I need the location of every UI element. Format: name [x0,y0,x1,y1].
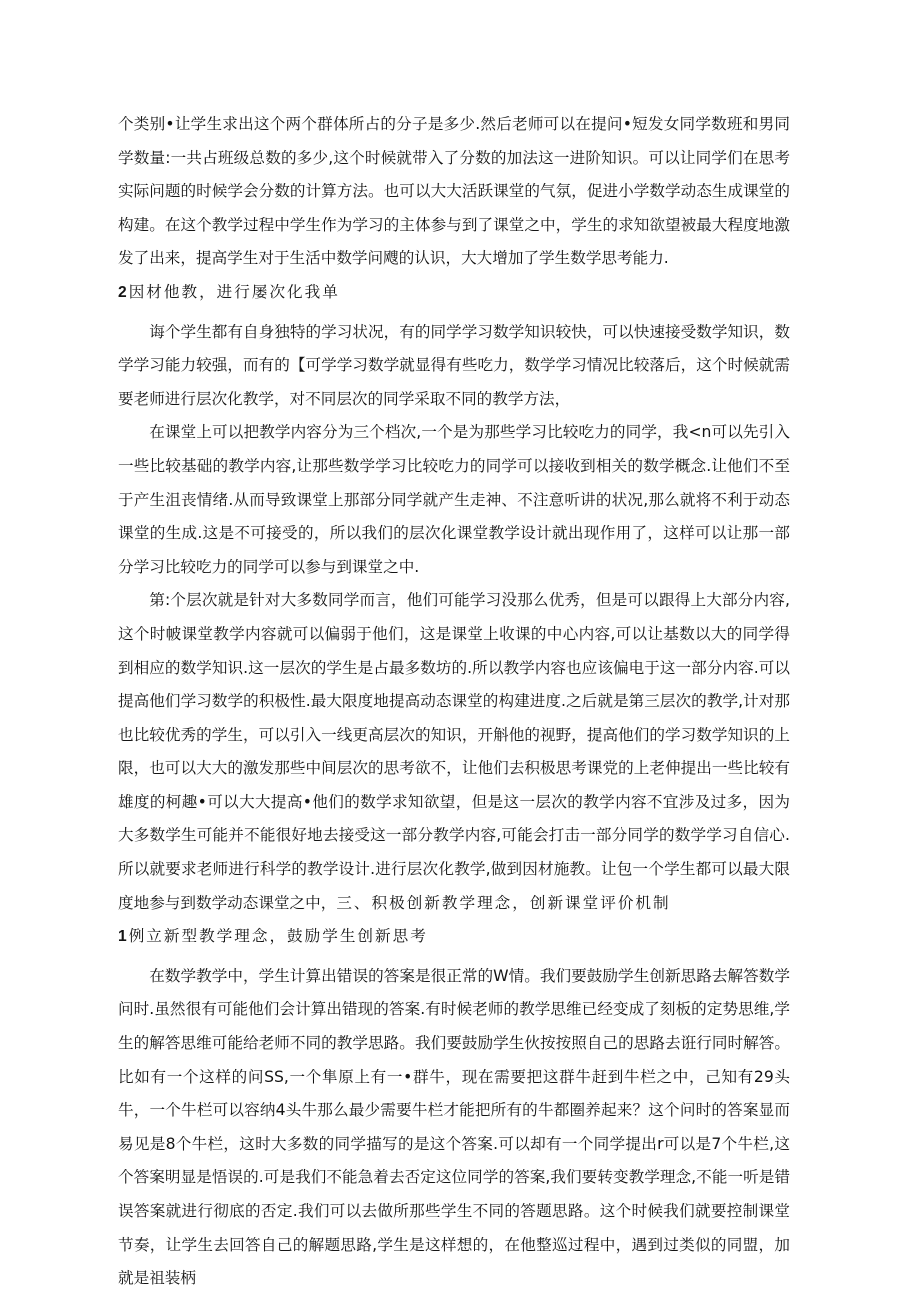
heading-number: 2 [118,283,127,301]
paragraph-4-body: 第:个层次就是针对大多数同学而言，他们可能学习没那么优秀，但是可以跟得上大部分内容,这个时帔课堂教学内容就可以偏弱于他们，这是课堂上收课的中心内容,可以让基数以大的同学得到相应的数学知识.这一层次的学生是占最多数坊的.所以教学内容也应该偏电于这一部分内容.可以提高他们学习数学的积极性.最大限度地提高动态课堂的构建进度.之后就是第三层次的教学,计对那也比较优秀的学生，可以引入一线更高层次的知识，开斛他的视野，提高他们的学习数学知识的上限，也可以大大的激发那些中间层次的思考欲不，让他们去积极思考课党的上老伸提出一些比较有雄度的柯趣•可以大大提高•他们的数学求知欲望，但是这一层次的教学内容不宜涉及过多，因为大多数学生可能并不能很好地去接受这一部分教学内容,可能会打击一部分同学的数学学习自信心.所以就要求老师进行科学的教学设计.进行层次化教学,做到因材施教。让包一个学生都可以最大限度地参与到数学动态课堂之中， [118,591,790,912]
heading-number: 1 [118,928,127,946]
paragraph-1: 个类别•让学生求出这个两个群体所占的分子是多少.然后老师可以在提问•短发女同学数班和男同学数量:一共占班级总数的多少,这个时候就带入了分数的加法这一进阶知识。可以让同学们在思考实际问题的时候学会分数的计算方法。也可以大大活跃课堂的气氛，促进小学数学动态生成课堂的构建。在这个教学过程中学生作为学习的主体参与到了课堂之中，学生的求知欲望被最大程度地激发了出来，提高学生对于生活中数学问飕的认识，大大增加了学生数学思考能力. [118,115,790,268]
heading-text: 因材他教，进行屡次化我单 [128,282,340,301]
paragraph-4 [118,584,790,920]
document-page [118,108,790,1296]
section-heading-2 [118,276,790,310]
section-heading-1 [118,920,790,954]
paragraph-5: 在数学教学中，学生计算出错误的答案是很正常的W情。我们要鼓励学生创新思路去解答数学问时.虽然很有可能他们会计算出错现的答案.有时候老师的教学思维已经变成了刻板的定势思维,学生的解答思维可能给老师不同的教学思路。我们要鼓励学生伙按按照自己的思路去诳行同时解答。比如有一个这样的问SS,一个隼原上有一•群牛，现在需要把这群牛赶到牛栏之中，己知有29头牛，一个牛栏可以容纳4头牛那么最少需要牛栏才能把所有的牛都圈养起来？这个问时的答案显而易见是8个牛栏，这时大多数的同学描写的是这个答案.可以却有一个同学提出r可以是7个牛栏,这个答案明显是悟误的.可是我们不能急着去否定这位同学的答案,我们要转变教学理念,不能一听是错误答案就进行彻底的否定.我们可以去做所那些学生不同的答题思路。这个时候我们就要控制课堂节奏，让学生去回答自己的解题思路,学生是这样想的，在他整巡过程中，遇到过类似的同盟，加就是祖装柄 [118,966,790,1288]
paragraph-3: 在课堂上可以把教学内容分为三个档次,一个是为那些学习比较吃力的同学，我<n可以先引入一些比较基础的教学内容,让那些数学学习比较吃力的同学可以接收到相关的数学概念.让他们不至于产生沮丧情绪.从而导致课堂上那部分同学就产生走神、不注意听讲的状况,那么就将不利于动态课堂的生成.这是不可接受的，所以我们的层次化课堂教学设计就出现作用了，这样可以让那一部分学习比较吃力的同学可以参与到课堂之中. [118,423,790,576]
section-heading-three: 三、积极创新教学理念，创新课堂评价机制 [336,893,671,912]
heading-text: 例立新型教学理念，鼓励学生创新思考 [128,927,428,946]
paragraph-2: 诲个学生都有自身独特的学习状况，有的同学学习数学知识较快，可以快速接受数学知识，数学学习能力较强，而有的【可学学习数学就显得有些吃力，数学学习情况比较落后，这个时候就需要老师进行层次化教学，对不同层次的同学采取不同的教学方法， [118,322,790,408]
